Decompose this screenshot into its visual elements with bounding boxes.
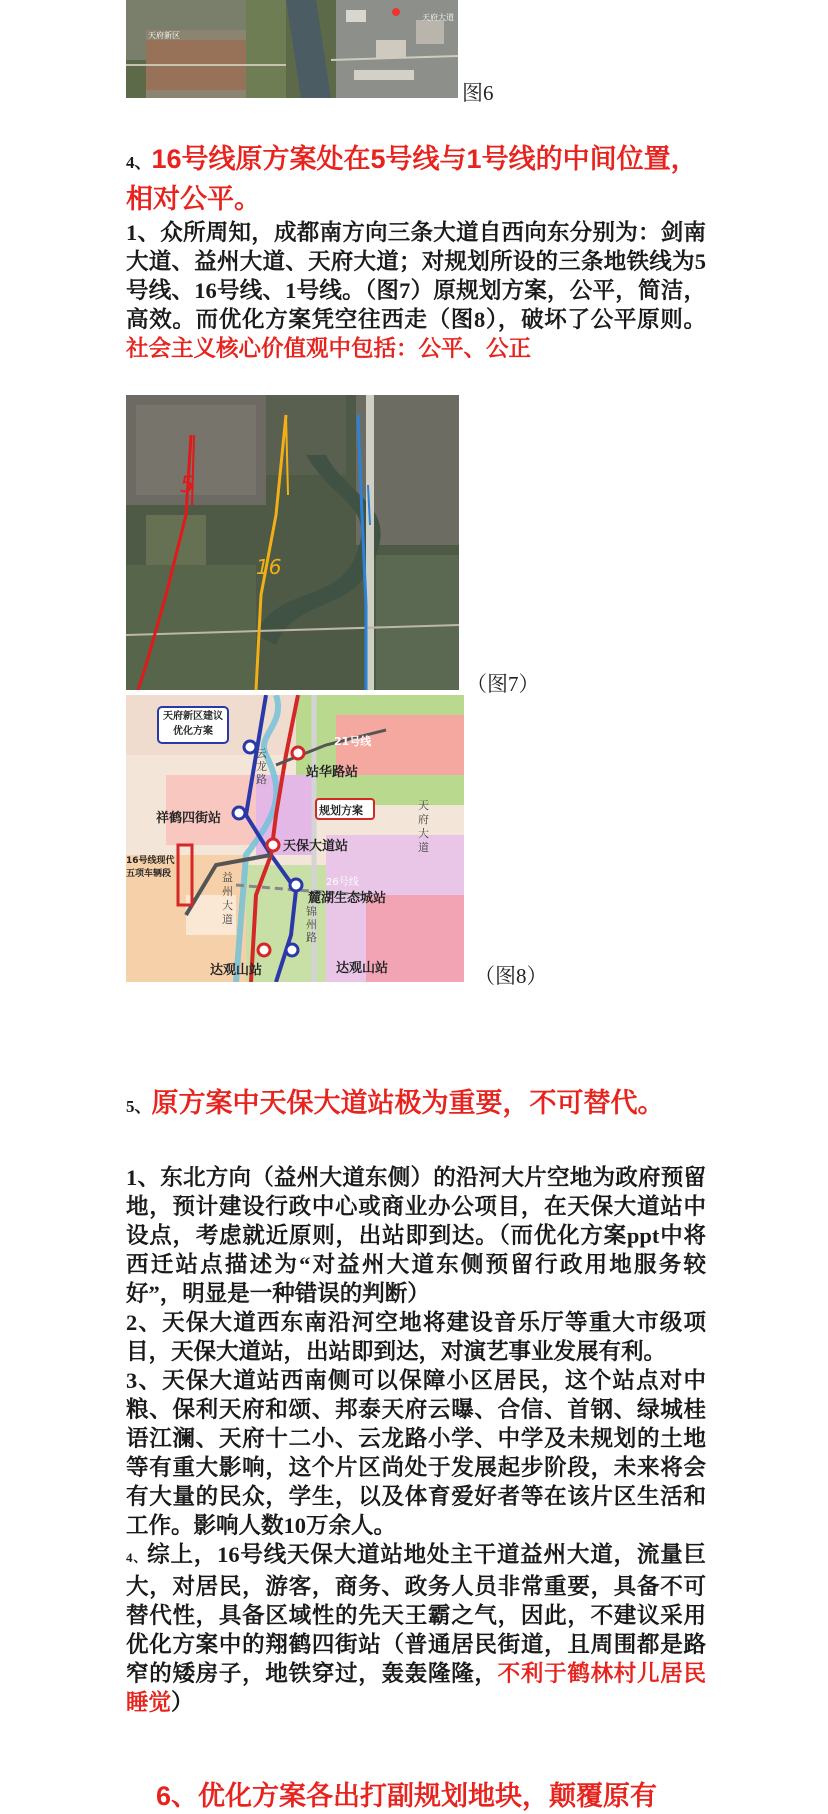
section-6-heading-partial: 6、优化方案各出打副规划地块，颠覆原有 (156, 1781, 658, 1811)
figure-8-yizhou-label: 益州大道 (222, 871, 233, 926)
section-5-point-2: 2、天保大道西东南沿河空地将建设音乐厅等重大市级项目，天保大道站，出站即到达，对演艺事业发展有利。 (126, 1310, 706, 1364)
figure-7-line-5-label: 5 (180, 473, 194, 498)
section-5-point-1: 1、东北方向（益州大道东侧）的沿河大片空地为政府预留地，预计建设行政中心或商业办公项目，在天保大道站中设点，考虑就近原则，出站即到达。（而优化方案ppt中将西迁站点描述为“对益州大道东侧预留行政用地服务较好”，明显是一种错误的判断） (126, 1165, 706, 1306)
section-5-point-4 (126, 1540, 706, 1717)
figure-8-depot-label: 16号线现代五项车辆段 (126, 856, 175, 879)
section-5-point-4-end: ） (171, 1690, 194, 1715)
section-4-heading (126, 141, 716, 217)
figure-8-lakeside-label: 麓湖生态城站 (308, 891, 387, 906)
figure-8-zhanhua-label: 站华路站 (306, 765, 359, 780)
section-4-highlight: 社会主义核心价值观中包括：公平、公正 (126, 336, 532, 361)
figure-8-xianghe-label: 祥鹤四街站 (156, 811, 222, 826)
section-5-body (126, 1163, 706, 1717)
figure-8-jinzhou-label: 锦州路 (306, 905, 317, 944)
section-5-heading (126, 1085, 686, 1125)
section-5-point-4-number: 4、 (126, 1550, 148, 1565)
figure-8-caption: （图8） (474, 964, 548, 988)
figure-7-satellite-map (126, 395, 459, 690)
figure-6-label-1: 天府新区 (148, 31, 180, 40)
section-4-paragraph (126, 218, 706, 363)
figure-8-route-map (126, 695, 464, 982)
figure-8-line21-label: 21号线 (334, 735, 372, 748)
figure-8-daguan-right-label: 达观山站 (336, 961, 389, 976)
figure-8-daguan-left-label: 达观山站 (210, 963, 263, 978)
section-5-point-4-text: 综上，16号线天保大道站地处主干道益州大道，流量巨大，对居民，游客，商务、政务人员非常重要，具备不可替代性，具备区域性的先天王霸之气，因此，不建议采用优化方案中的翔鹤四街站（普通居民街道，且周围都是路窄的矮房子，地铁穿过，轰轰隆隆， (126, 1542, 706, 1686)
figure-6-label-2: 天府大道 (422, 13, 454, 22)
figure-8-plan-label: 规划方案 (319, 804, 363, 817)
figure-7-caption: （图7） (466, 672, 540, 696)
figure-8-optimized-label: 天府新区建议优化方案 (163, 711, 223, 737)
figure-6-caption: 图6 (462, 81, 494, 105)
section-4-heading-text: 16号线原方案处在5号线与1号线的中间位置，相对公平。 (126, 144, 698, 214)
section-5-number: 5、 (126, 1097, 152, 1116)
section-5-point-3: 3、天保大道站西南侧可以保障小区居民，这个站点对中粮、保利天府和颂、邦泰天府云曝、合信、首钢、绿城桂语江澜、天府十二小、云龙路小学、中学及未规划的土地等有重大影响，这个片区尚处于发展起步阶段，未来将会有大量的民众，学生，以及体育爱好者等在该片区生活和工作。影响人数10万余人。 (126, 1368, 706, 1538)
section-5-point-4-highlight: 不利于鹤林村儿居民睡觉 (126, 1661, 706, 1715)
figure-6-satellite-image (126, 0, 458, 98)
figure-8-tianfu-road-label: 天府大道 (418, 799, 429, 854)
section-5-heading-text: 原方案中天保大道站极为重要，不可替代。 (151, 1088, 665, 1118)
figure-8-tianbao-label: 天保大道站 (283, 839, 349, 854)
section-4-paragraph-text: 1、众所周知，成都南方向三条大道自西向东分别为：剑南大道、益州大道、天府大道；对规划所设的三条地铁线为5号线、16号线、1号线。（图7）原规划方案，公平，简洁，高效。而优化方案凭空往西走（图8），破坏了公平原则。 (126, 220, 706, 332)
figure-8-line26-label: 26号线 (326, 877, 359, 888)
section-4-number: 4、 (126, 153, 152, 172)
figure-7-line-16-label: 16 (256, 555, 282, 579)
figure-8-yunlong-label: 云龙路 (256, 747, 267, 786)
